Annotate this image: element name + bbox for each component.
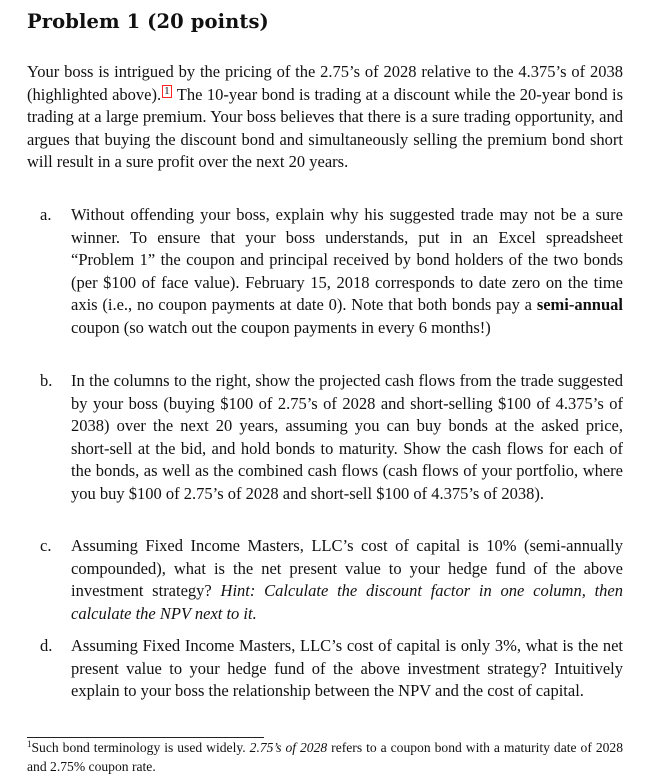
question-item-c <box>40 535 623 625</box>
item-a-body <box>71 204 623 340</box>
footnote-text-1: Such bond terminology is used widely. <box>31 740 250 755</box>
item-a-text-1: Without offending your boss, explain why his suggested trade may not be a sure winner. To ensure that your boss understands, put in an Excel spreadsheet “Problem 1” the coupon and principal received by bond holders of the two bonds (per $100 of face value). February 15, 2018 corresponds to date zero on the time axis (i.e., no coupon payments at date 0). Note that both bonds pay a <box>71 205 623 315</box>
intro-text-before-ref: Your boss is intrigued by the pricing of the 2.75’s of 2028 relative to the 4.375’s of 2038 (highlighted above). <box>27 62 623 104</box>
footnote-reference-link[interactable]: 1 <box>164 84 170 97</box>
footnote-italic-term: 2.75’s of 2028 <box>249 740 328 755</box>
footnote <box>27 739 623 776</box>
question-item-d <box>40 635 623 703</box>
item-d-body <box>71 635 623 703</box>
problem-title: Problem 1 (20 points) <box>27 10 269 33</box>
item-c-text: Assuming Fixed Income Masters, LLC’s cost of capital is 10% (semi-annually compounded), what is the net present value to your hedge fund of the above investment strategy? <box>71 536 623 601</box>
item-c-body <box>71 535 623 625</box>
item-c-label: c. <box>40 536 52 555</box>
footnote-divider <box>27 737 264 738</box>
item-b-label: b. <box>40 371 53 390</box>
item-c-hint: Hint: Calculate the discount factor in one column, then calculate the NPV next to it. <box>71 581 624 623</box>
item-a-text-2: coupon (so watch out the coupon payments in every 6 months!) <box>71 317 491 337</box>
item-b-body <box>71 370 623 506</box>
footnote-marker: 1 <box>27 739 32 749</box>
item-d-label: d. <box>40 636 53 655</box>
item-a-bold-text: semi-annual <box>536 295 623 315</box>
item-a-label: a. <box>40 205 52 224</box>
footnote-text-2: refers to a coupon bond with a maturity date of 2028 and 2.75% coupon rate. <box>27 740 624 774</box>
question-item-a <box>40 204 623 340</box>
intro-paragraph <box>27 61 623 174</box>
intro-text-after-ref: The 10-year bond is trading at a discount while the 20-year bond is trading at a large premium. Your boss believes that there is a sure trading opportunity, and argues that buying the discount bond and simultaneously selling the premium bond short will result in a sure profit over the next 20 years. <box>27 84 624 172</box>
item-b-text: In the columns to the right, show the projected cash flows from the trade suggested by your boss (buying $100 of 2.75’s of 2028 and short-selling $100 of 4.375’s of 2038) over the next 20 years, assuming you can buy bonds at the asked price, short-sell at the bid, and hold bonds to maturity. Show the cash flows for each of the bonds, as well as the combined cash flows (cash flows of your portfolio, where you buy $100 of 2.75’s of 2028 and short-sell $100 of 4.375’s of 2038). <box>71 371 623 503</box>
question-item-b <box>40 370 623 506</box>
item-d-text: Assuming Fixed Income Masters, LLC’s cost of capital is only 3%, what is the net present value to your hedge fund of the above investment strategy? Intuitively explain to your boss the relationship between the NPV and the cost of capital. <box>71 636 623 701</box>
